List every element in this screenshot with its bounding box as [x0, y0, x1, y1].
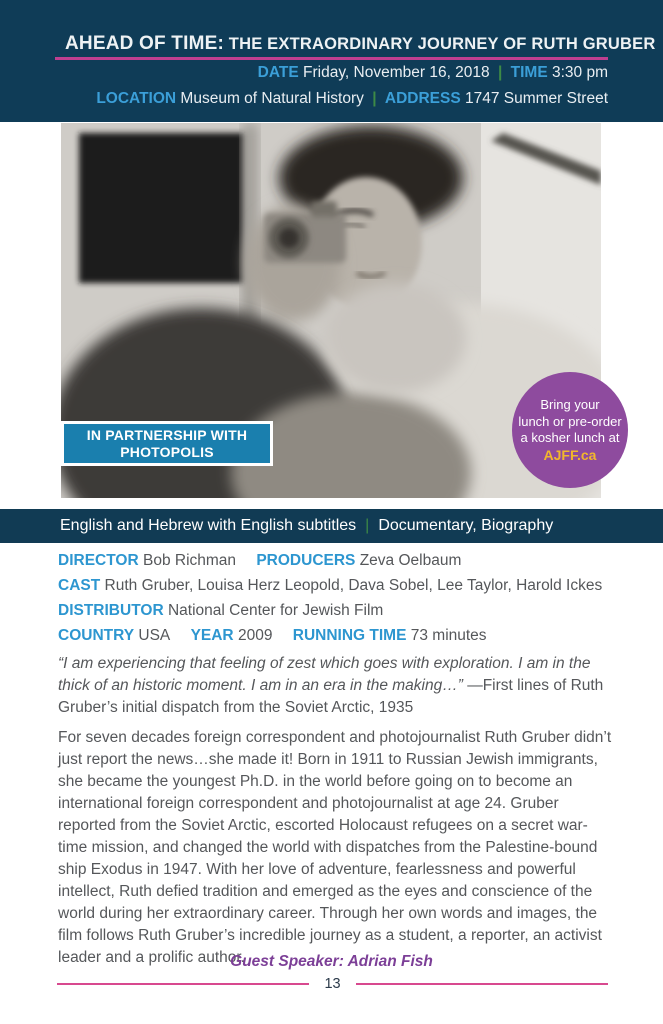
- credits-row-director-producers: [58, 548, 610, 573]
- date-label: DATE: [257, 64, 299, 81]
- genres-text: Documentary, Biography: [378, 517, 554, 534]
- location-label: LOCATION: [96, 90, 177, 107]
- country-value: USA: [138, 627, 171, 644]
- quote-attribution: —First lines of Ruth Gruber’s initial dispatch from the Soviet Arctic, 1935: [58, 677, 604, 716]
- ajff-link[interactable]: AJFF.ca: [543, 446, 597, 463]
- badge-line3: a kosher lunch at: [520, 430, 620, 445]
- cast-value: Ruth Gruber, Louisa Herz Leopold, Dava Sobel, Lee Taylor, Harold Ickes: [104, 577, 603, 594]
- producers-value: Zeva Oelbaum: [359, 552, 462, 569]
- location-address-row: [96, 90, 608, 108]
- runtime-label: RUNNING TIME: [292, 627, 407, 644]
- partnership-line1: IN PARTNERSHIP WITH: [86, 426, 248, 443]
- separator: |: [497, 64, 503, 81]
- country-label: COUNTRY: [58, 627, 135, 644]
- page-number-line-left: [57, 983, 309, 986]
- address-label: ADDRESS: [384, 90, 461, 107]
- credits-block: [58, 548, 610, 648]
- director-value: Bob Richman: [142, 552, 237, 569]
- separator: |: [372, 90, 377, 107]
- date-value: Friday, November 16, 2018: [303, 64, 490, 81]
- credits-row-country-year-runtime: [58, 623, 610, 648]
- time-label: TIME: [510, 64, 548, 81]
- page-number-row: [57, 976, 608, 992]
- language-genre-bar: [0, 509, 663, 543]
- lunch-badge: [512, 372, 628, 488]
- film-title-subtitle: THE EXTRAORDINARY JOURNEY OF RUTH GRUBER: [224, 35, 656, 53]
- address-value: 1747 Summer Street: [464, 90, 608, 107]
- header-banner: [0, 0, 663, 122]
- date-time-row: [258, 64, 608, 82]
- partnership-line2: PHOTOPOLIS: [120, 443, 214, 460]
- film-description: For seven decades foreign correspondent and photojournalist Ruth Gruber didn’t just report the news…she made it! Born in 1911 to Russian Jewish immigrants, she became the youngest Ph.D. in the world before going on to become an international foreign correspondent and photojournalist at age 24. Gruber reported from the Soviet Arctic, escorted Holocaust refugees on a secret war-time mission, and changed the world with dispatches from the Palestine-bound ship Exodus in 1947. With her love of adventure, fearlessness and powerful intellect, Ruth defied tradition and emerged as the eyes and conscience of the world during her extraordinary career. Through her own words and images, the film follows Ruth Gruber’s incredible journey as a student, a reporter, an activist leader and a prolific author.: [58, 729, 612, 966]
- badge-line2: lunch or pre-order: [518, 413, 622, 429]
- credits-row-distributor: [58, 598, 610, 623]
- runtime-value: 73 minutes: [410, 627, 487, 644]
- film-title: [65, 33, 656, 55]
- badge-line1: Bring your: [540, 397, 600, 412]
- producers-label: PRODUCERS: [256, 552, 356, 569]
- year-value: 2009: [237, 627, 273, 644]
- pull-quote: [58, 653, 612, 719]
- guest-speaker: Guest Speaker: Adrian Fish: [230, 953, 433, 970]
- film-title-main: AHEAD OF TIME:: [65, 33, 225, 54]
- time-value: 3:30 pm: [551, 64, 608, 81]
- distributor-label: DISTRIBUTOR: [58, 602, 164, 619]
- credits-row-cast: [58, 573, 610, 598]
- distributor-value: National Center for Jewish Film: [167, 602, 384, 619]
- year-label: YEAR: [190, 627, 234, 644]
- quote-text: “I am experiencing that feeling of zest which goes with exploration. I am in the thick of an historic moment. I am in an era in the making…”: [58, 655, 591, 694]
- director-label: DIRECTOR: [58, 552, 139, 569]
- location-value: Museum of Natural History: [180, 90, 364, 107]
- page-number-line-right: [356, 983, 608, 986]
- page-number: 13: [324, 976, 341, 992]
- separator: |: [365, 517, 370, 534]
- partnership-box: [61, 421, 273, 466]
- cast-label: CAST: [58, 577, 101, 594]
- title-underline: [55, 57, 608, 60]
- languages-text: English and Hebrew with English subtitles: [60, 517, 357, 534]
